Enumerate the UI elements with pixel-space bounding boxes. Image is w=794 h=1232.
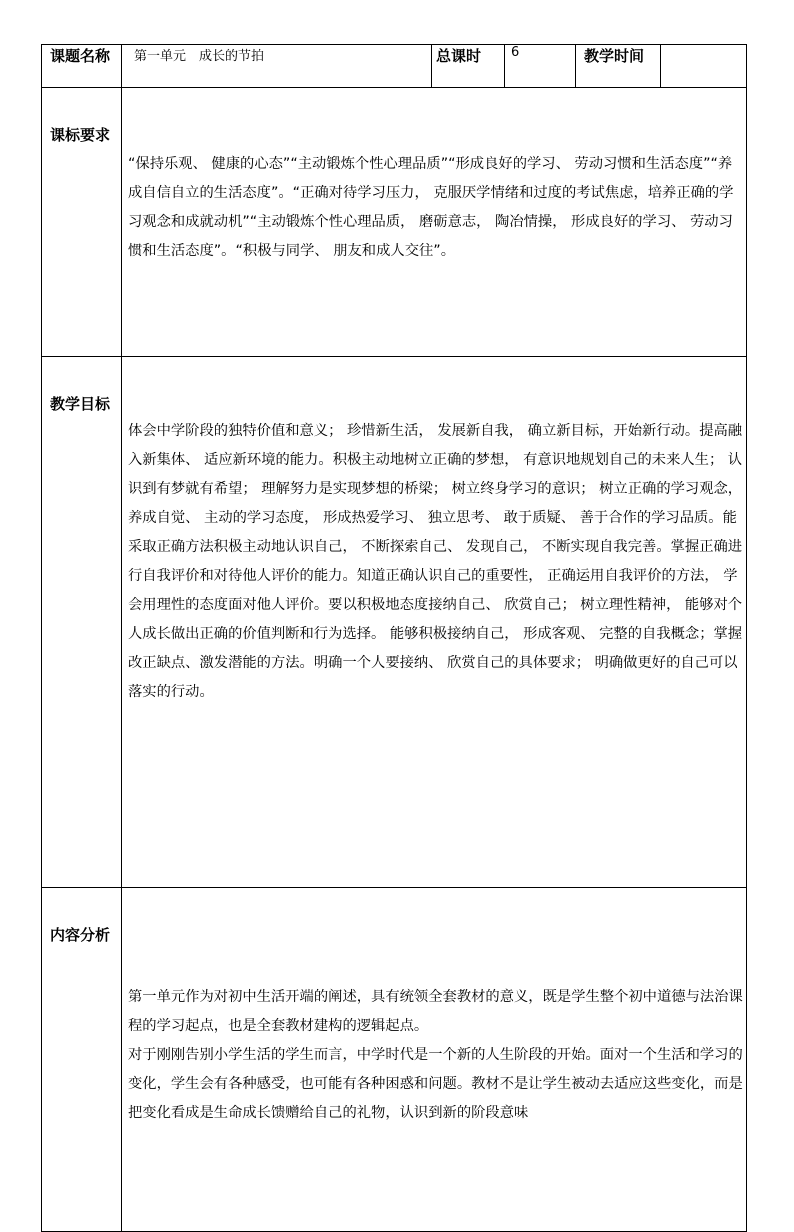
curriculum-cell bbox=[122, 88, 747, 357]
header-row bbox=[42, 45, 747, 88]
objectives-label: 教学目标 bbox=[42, 357, 122, 888]
teaching-time-value bbox=[661, 45, 747, 88]
analysis-cell bbox=[122, 888, 747, 1232]
objectives-cell bbox=[122, 357, 747, 888]
curriculum-label: 课标要求 bbox=[42, 88, 122, 357]
total-hours-label: 总课时 bbox=[432, 45, 505, 88]
analysis-row bbox=[42, 888, 747, 1232]
analysis-paragraph-2: 对于刚刚告别小学生活的学生而言，中学时代是一个新的人生阶段的开始。面对一个生活和学习的变化，学生会有各种感受，也可能有各种困惑和问题。教材不是让学生被动去适应这些变化，而是把变化看成是生命成长馈赠给自己的礼物，认识到新的阶段意味 bbox=[128, 1047, 743, 1121]
teaching-time-label: 教学时间 bbox=[576, 45, 661, 88]
curriculum-row bbox=[42, 88, 747, 357]
lesson-plan-table bbox=[41, 44, 747, 1232]
objectives-text: 体会中学阶段的独特价值和意义； 珍惜新生活， 发展新自我， 确立新目标，开始新行动。提高融入新集体、 适应新环境的能力。积极主动地树立正确的梦想， 有意识地规划自己的未来人生； 认识到有梦就有希望； 理解努力是实现梦想的桥梁； 树立终身学习的意识； 树立正确的学习观念， 养成自觉、 主动的学习态度， 形成热爱学习、 独立思考、 敢于质疑、 善于合作的学习品质。能采取正确方法积极主动地认识自己， 不断探索自己、 发现自己， 不断实现自我完善。掌握正确进行自我评价和对待他人评价的能力。知道正确认识自己的重要性， 正确运用自我评价的方法， 学会用理性的态度面对他人评价。要以积极地态度接纳自己、 欣赏自己； 树立理性精神， 能够对个人成长做出正确的价值判断和行为选择。 能够积极接纳自己， 形成客观、 完整的自我概念；掌握改正缺点、激发潜能的方法。明确一个人要接纳、 欣赏自己的具体要求； 明确做更好的自己可以落实的行动。 bbox=[128, 423, 743, 700]
objectives-row bbox=[42, 357, 747, 888]
course-name-value: 第一单元 成长的节拍 bbox=[122, 45, 432, 88]
curriculum-text: “保持乐观、 健康的心态”“主动锻炼个性心理品质”“形成良好的学习、 劳动习惯和生活态度”“养成自信自立的生活态度”。“正确对待学习压力， 克服厌学情绪和过度的考试焦虑，培养正确的学习观念和成就动机”“主动锻炼个性心理品质， 磨砺意志， 陶冶情操， 形成良好的学习、 劳动习惯和生活态度”。“积极与同学、 朋友和成人交往”。 bbox=[128, 156, 734, 259]
course-name-label: 课题名称 bbox=[42, 45, 122, 88]
total-hours-value: 6 bbox=[505, 45, 576, 88]
analysis-paragraph-1: 第一单元作为对初中生活开端的阐述，具有统领全套教材的意义，既是学生整个初中道德与法治课程的学习起点，也是全套教材建构的逻辑起点。 bbox=[128, 989, 743, 1034]
analysis-label: 内容分析 bbox=[42, 888, 122, 1232]
